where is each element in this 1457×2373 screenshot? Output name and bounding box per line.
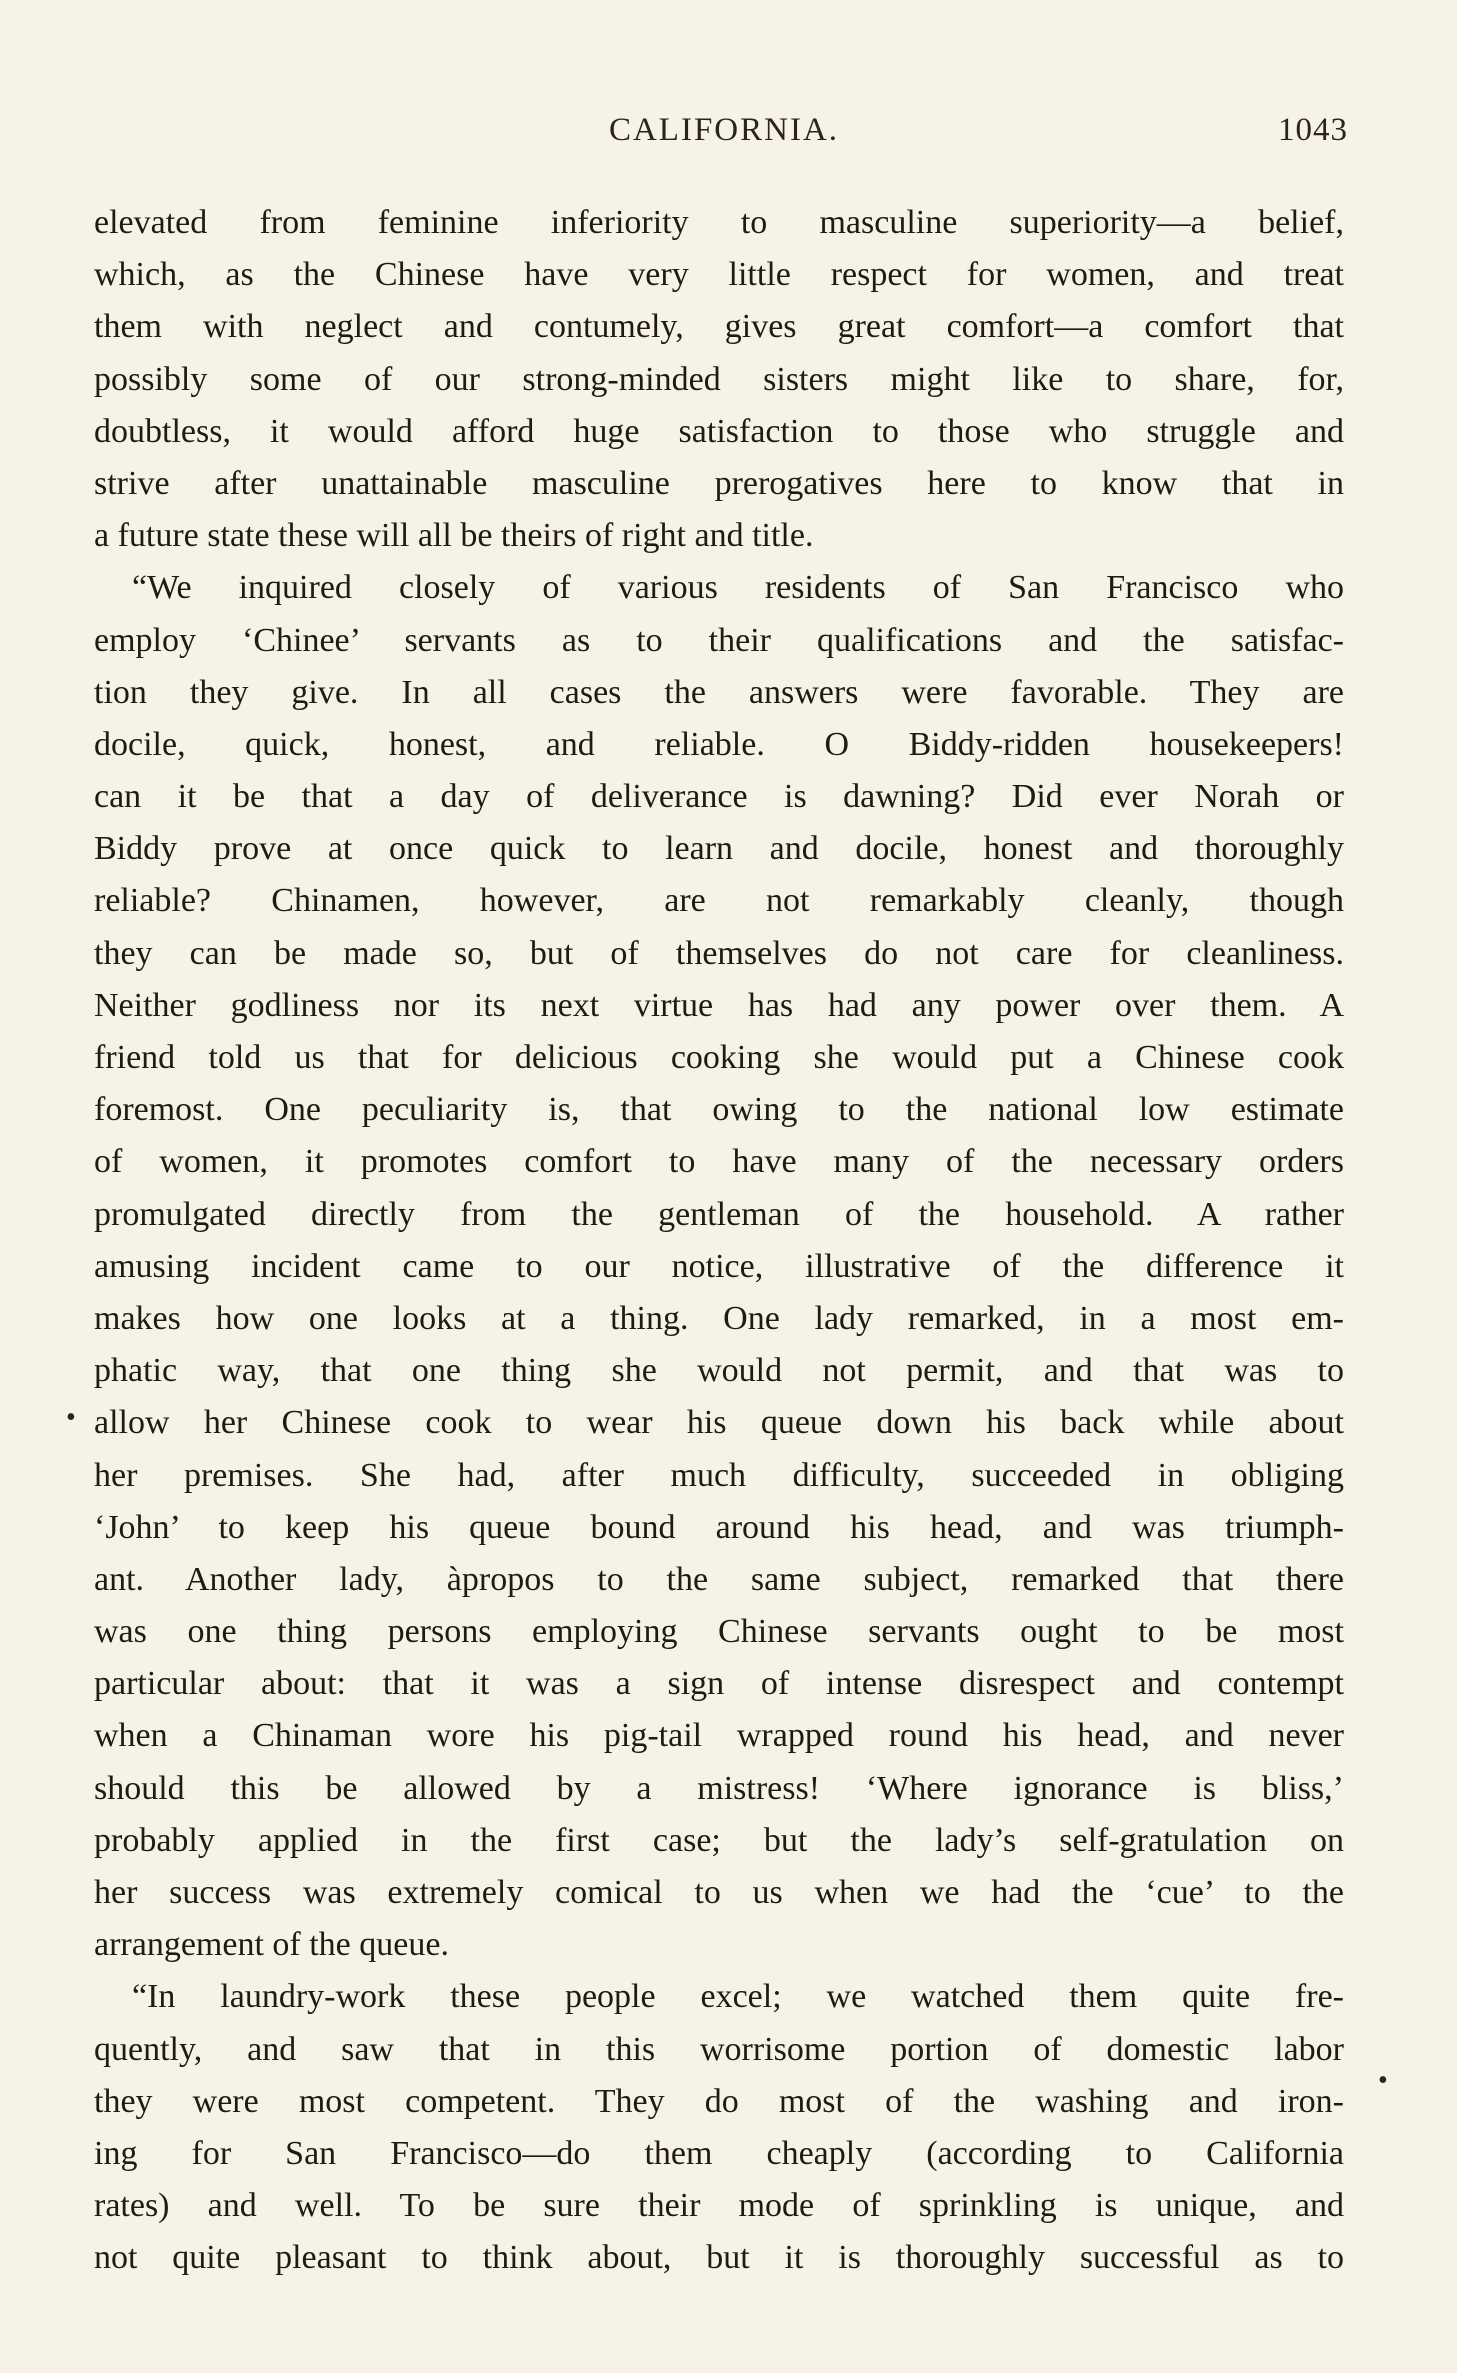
text-line: was one thing persons employing Chinese servants ought to be most bbox=[94, 1613, 1344, 1651]
text-line: of women, it promotes comfort to have many of the necessary orders bbox=[94, 1143, 1344, 1181]
margin-dot-mark: • bbox=[1378, 2065, 1388, 2096]
text-line: promulgated directly from the gentleman of the household. A rather bbox=[94, 1195, 1344, 1233]
text-line: Biddy prove at once quick to learn and docile, honest and thoroughly bbox=[94, 830, 1344, 868]
body-text bbox=[94, 197, 1344, 2285]
text-line: should this be allowed by a mistress! ‘Where ignorance is bliss,’ bbox=[94, 1769, 1344, 1807]
running-title: CALIFORNIA. bbox=[608, 112, 840, 148]
text-line: amusing incident came to our notice, illustrative of the difference it bbox=[94, 1247, 1344, 1285]
text-line: phatic way, that one thing she would not permit, and that was to bbox=[94, 1352, 1344, 1390]
text-line: “We inquired closely of various residents of San Francisco who bbox=[132, 569, 1344, 607]
text-line: docile, quick, honest, and reliable. O Biddy-ridden housekeepers! bbox=[94, 725, 1344, 763]
text-line: her premises. She had, after much difficulty, succeeded in obliging bbox=[94, 1456, 1344, 1494]
text-line: friend told us that for delicious cooking she would put a Chinese cook bbox=[94, 1039, 1344, 1076]
text-line: quently, and saw that in this worrisome portion of domestic labor bbox=[94, 2030, 1344, 2068]
text-line: not quite pleasant to think about, but it is thoroughly successful as to bbox=[94, 2239, 1344, 2277]
text-line: which, as the Chinese have very little respect for women, and treat bbox=[94, 256, 1344, 294]
text-line: ‘John’ to keep his queue bound around his head, and was triumph- bbox=[94, 1508, 1344, 1546]
text-line: “In laundry-work these people excel; we watched them quite fre- bbox=[132, 1978, 1344, 2016]
text-line: makes how one looks at a thing. One lady remarked, in a most em- bbox=[94, 1299, 1344, 1337]
text-line: a future state these will all be theirs of right and title. bbox=[94, 517, 814, 555]
text-line: they were most competent. They do most of the washing and iron- bbox=[94, 2082, 1344, 2120]
text-line: strive after unattainable masculine prerogatives here to know that in bbox=[94, 464, 1344, 502]
text-line: particular about: that it was a sign of intense disrespect and contempt bbox=[94, 1665, 1344, 1703]
text-line: doubtless, it would afford huge satisfaction to those who struggle and bbox=[94, 412, 1344, 450]
text-line: elevated from feminine inferiority to masculine superiority—a belief, bbox=[94, 204, 1344, 241]
text-line: possibly some of our strong-minded sisters might like to share, for, bbox=[94, 360, 1344, 398]
page-number: 1043 bbox=[1278, 112, 1348, 148]
text-line: they can be made so, but of themselves do not care for cleanliness. bbox=[94, 934, 1344, 972]
text-line: rates) and well. To be sure their mode of sprinkling is unique, and bbox=[94, 2187, 1344, 2225]
margin-dot-mark: • bbox=[66, 1402, 76, 1433]
text-line: reliable? Chinamen, however, are not remarkably cleanly, though bbox=[94, 882, 1344, 920]
text-line: tion they give. In all cases the answers were favorable. They are bbox=[94, 673, 1344, 711]
text-line: ant. Another lady, àpropos to the same subject, remarked that there bbox=[94, 1560, 1344, 1598]
text-line: probably applied in the first case; but the lady’s self-gratulation on bbox=[94, 1821, 1344, 1859]
text-line: when a Chinaman wore his pig-tail wrapped round his head, and never bbox=[94, 1717, 1344, 1755]
text-line: allow her Chinese cook to wear his queue down his back while about bbox=[94, 1404, 1344, 1442]
text-line: Neither godliness nor its next virtue has had any power over them. A bbox=[94, 986, 1344, 1024]
text-line: foremost. One peculiarity is, that owing to the national low estimate bbox=[94, 1091, 1344, 1129]
text-line: her success was extremely comical to us when we had the ‘cue’ to the bbox=[94, 1874, 1344, 1911]
running-head bbox=[94, 112, 1354, 162]
text-line: them with neglect and contumely, gives great comfort—a comfort that bbox=[94, 308, 1344, 346]
text-line: can it be that a day of deliverance is dawning? Did ever Norah or bbox=[94, 778, 1344, 816]
text-line: arrangement of the queue. bbox=[94, 1926, 449, 1964]
text-line: ing for San Francisco—do them cheaply (according to California bbox=[94, 2134, 1344, 2172]
text-line: employ ‘Chinee’ servants as to their qualifications and the satisfac- bbox=[94, 621, 1344, 659]
